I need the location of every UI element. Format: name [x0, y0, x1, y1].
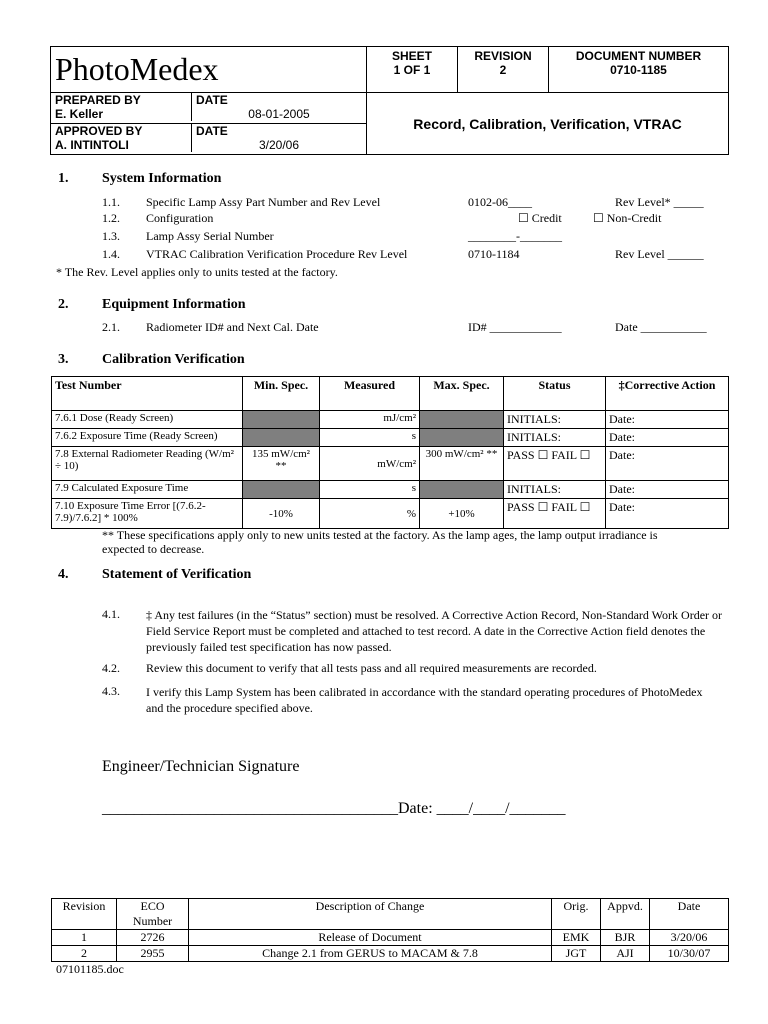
item-1-3-label: Lamp Assy Serial Number [146, 229, 274, 243]
measured-cell[interactable]: mJ/cm² [320, 411, 420, 429]
item-4-2-num: 4.2. [102, 661, 120, 675]
sheet-label: SHEET [391, 49, 432, 63]
orig-cell: EMK [552, 930, 601, 946]
section3-title: Calibration Verification [102, 352, 245, 367]
sheet-value: 1 OF 1 [393, 63, 431, 77]
orig-cell: JGT [552, 946, 601, 962]
col-status: Status [504, 377, 606, 411]
section4-title: Statement of Verification [102, 567, 252, 582]
item-1-4-label: VTRAC Calibration Verification Procedure Rev Level [146, 247, 408, 261]
item-1-4-value: 0710-1184 [468, 247, 520, 261]
appvd-cell: AJI [601, 946, 650, 962]
revision-table [51, 898, 729, 962]
cal-date-field[interactable]: Date ___________ [615, 320, 707, 334]
radiometer-id-field[interactable]: ID# ____________ [468, 320, 562, 334]
section2-number: 2. [58, 297, 69, 312]
prepared-date-label: DATE [196, 93, 228, 107]
item-4-2-text: Review this document to verify that all tests pass and all required measurements are recorded. [146, 661, 597, 675]
max-cell [420, 411, 504, 429]
revision-cell [458, 47, 549, 93]
appvd-cell: BJR [601, 930, 650, 946]
table-row [52, 499, 729, 529]
max-cell: +10% [420, 499, 504, 529]
table-row [52, 946, 729, 962]
rev-cell: 2 [52, 946, 117, 962]
section2-title: Equipment Information [102, 297, 246, 312]
item-1-2-num: 1.2. [102, 211, 120, 225]
footer-filename: 07101185.doc [56, 962, 124, 976]
sheet-cell [367, 47, 458, 93]
status-cell[interactable]: INITIALS: [504, 429, 606, 447]
col-max-spec: Max. Spec. [420, 377, 504, 411]
test-cell: 7.6.1 Dose (Ready Screen) [52, 411, 243, 429]
signature-line[interactable]: _____________________________________Date: ____/____/_______ [102, 800, 566, 817]
action-cell[interactable]: Date: [606, 429, 729, 447]
measured-cell[interactable]: s [320, 481, 420, 499]
rev-cell: 1 [52, 930, 117, 946]
table-row [52, 930, 729, 946]
prepared-cell [51, 93, 367, 124]
item-1-2-label: Configuration [146, 211, 214, 225]
test-cell: 7.10 Exposure Time Error [(7.6.2-7.9)/7.6.2] * 100% [52, 499, 243, 529]
min-cell [243, 429, 320, 447]
section1-number: 1. [58, 171, 69, 186]
item-1-1-value: 0102-06____ [468, 195, 532, 209]
logo-cell [51, 47, 367, 93]
item-4-3-text: I verify this Lamp System has been calibrated in accordance with the standard operating procedures of PhotoMedex and the procedure specified above. [146, 685, 703, 715]
revision-header-row [52, 899, 729, 930]
approved-date: 3/20/06 [258, 138, 300, 152]
action-cell[interactable]: Date: [606, 499, 729, 529]
min-cell [243, 481, 320, 499]
status-cell[interactable]: PASS ☐ FAIL ☐ [504, 499, 606, 529]
test-cell: 7.8 External Radiometer Reading (W/m² ÷ 10) [52, 447, 243, 481]
signature-label: Engineer/Technician Signature [102, 758, 300, 775]
revision-value: 2 [499, 63, 507, 77]
item-1-1-extra: Rev Level* _____ [615, 195, 704, 209]
item-1-4-num: 1.4. [102, 247, 120, 261]
approved-value: A. INTINTOLI [55, 138, 129, 152]
section3-note: ** These specifications apply only to new units tested at the factory. As the lamp ages, the lamp output irradiance is expected to decrease. [102, 528, 658, 556]
max-cell [420, 481, 504, 499]
non-credit-checkbox[interactable]: ☐ Non-Credit [593, 211, 662, 225]
measured-cell[interactable]: mW/cm² [320, 447, 420, 481]
section2-heading [58, 297, 246, 313]
action-cell[interactable]: Date: [606, 481, 729, 499]
status-cell[interactable]: INITIALS: [504, 411, 606, 429]
col-orig: Orig. [552, 899, 601, 930]
table-row [52, 481, 729, 499]
action-cell[interactable]: Date: [606, 447, 729, 481]
table-row [52, 429, 729, 447]
serial-number-field[interactable]: ________-_______ [468, 229, 562, 243]
test-cell: 7.9 Calculated Exposure Time [52, 481, 243, 499]
action-cell[interactable]: Date: [606, 411, 729, 429]
col-min-spec: Min. Spec. [243, 377, 320, 411]
docnum-label: DOCUMENT NUMBER [575, 49, 702, 63]
max-cell: 300 mW/cm² ** [420, 447, 504, 481]
company-logo: PhotoMedex [55, 51, 219, 87]
item-1-3-num: 1.3. [102, 229, 120, 243]
test-cell: 7.6.2 Exposure Time (Ready Screen) [52, 429, 243, 447]
description-cell: Release of Document [189, 930, 552, 946]
col-measured: Measured [320, 377, 420, 411]
col-date: Date [650, 899, 729, 930]
section4-number: 4. [58, 567, 69, 582]
item-4-1-text: ‡ Any test failures (in the “Status” section) must be resolved. A Corrective Action Record, Non-Standard Work Order or Field Service Report must be completed and attached to test record. A date in the Corrective Action field denotes the previously failed test specification has now passed. [146, 608, 723, 654]
item-2-1-num: 2.1. [102, 320, 120, 334]
credit-checkbox[interactable]: ☐ Credit [518, 211, 562, 225]
calibration-header-row [52, 377, 729, 411]
col-eco-number: ECO Number [117, 899, 189, 930]
calibration-table [51, 376, 729, 529]
col-appvd: Appvd. [601, 899, 650, 930]
item-1-1-num: 1.1. [102, 195, 120, 209]
date-cell: 10/30/07 [650, 946, 729, 962]
col-test-number: Test Number [52, 377, 243, 411]
max-cell [420, 429, 504, 447]
item-1-1-label: Specific Lamp Assy Part Number and Rev Level [146, 195, 381, 209]
section4-heading [58, 567, 251, 583]
col-corrective-action: ‡Corrective Action [606, 377, 729, 411]
item-4-1-num: 4.1. [102, 607, 120, 621]
min-cell: -10% [243, 499, 320, 529]
date-cell: 3/20/06 [650, 930, 729, 946]
item-2-1-label: Radiometer ID# and Next Cal. Date [146, 320, 319, 334]
table-row [52, 411, 729, 429]
approved-date-label: DATE [196, 124, 228, 138]
section3-heading [58, 352, 245, 368]
docnum-value: 0710-1185 [610, 63, 667, 77]
col-description: Description of Change [189, 899, 552, 930]
eco-cell: 2726 [117, 930, 189, 946]
section1-heading [58, 171, 221, 187]
status-cell[interactable]: PASS ☐ FAIL ☐ [504, 447, 606, 481]
approved-label: APPROVED BY [55, 124, 143, 138]
document-title: Record, Calibration, Verification, VTRAC [367, 93, 729, 155]
prepared-label: PREPARED BY [55, 93, 141, 107]
docnum-cell [549, 47, 729, 93]
description-cell: Change 2.1 from GERUS to MACAM & 7.8 [189, 946, 552, 962]
header-table [50, 46, 729, 155]
revision-label: REVISION [474, 49, 532, 63]
eco-cell: 2955 [117, 946, 189, 962]
section3-number: 3. [58, 352, 69, 367]
status-cell[interactable]: INITIALS: [504, 481, 606, 499]
prepared-date: 08-01-2005 [248, 107, 310, 121]
table-row [52, 447, 729, 481]
col-revision: Revision [52, 899, 117, 930]
min-cell: 135 mW/cm² ** [243, 447, 320, 481]
measured-cell[interactable]: % [320, 499, 420, 529]
item-1-4-extra: Rev Level ______ [615, 247, 704, 261]
approved-cell [51, 124, 367, 155]
measured-cell[interactable]: s [320, 429, 420, 447]
min-cell [243, 411, 320, 429]
section1-note: * The Rev. Level applies only to units tested at the factory. [56, 265, 338, 279]
item-4-3-num: 4.3. [102, 684, 120, 698]
prepared-value: E. Keller [55, 107, 104, 121]
section1-title: System Information [102, 171, 222, 186]
